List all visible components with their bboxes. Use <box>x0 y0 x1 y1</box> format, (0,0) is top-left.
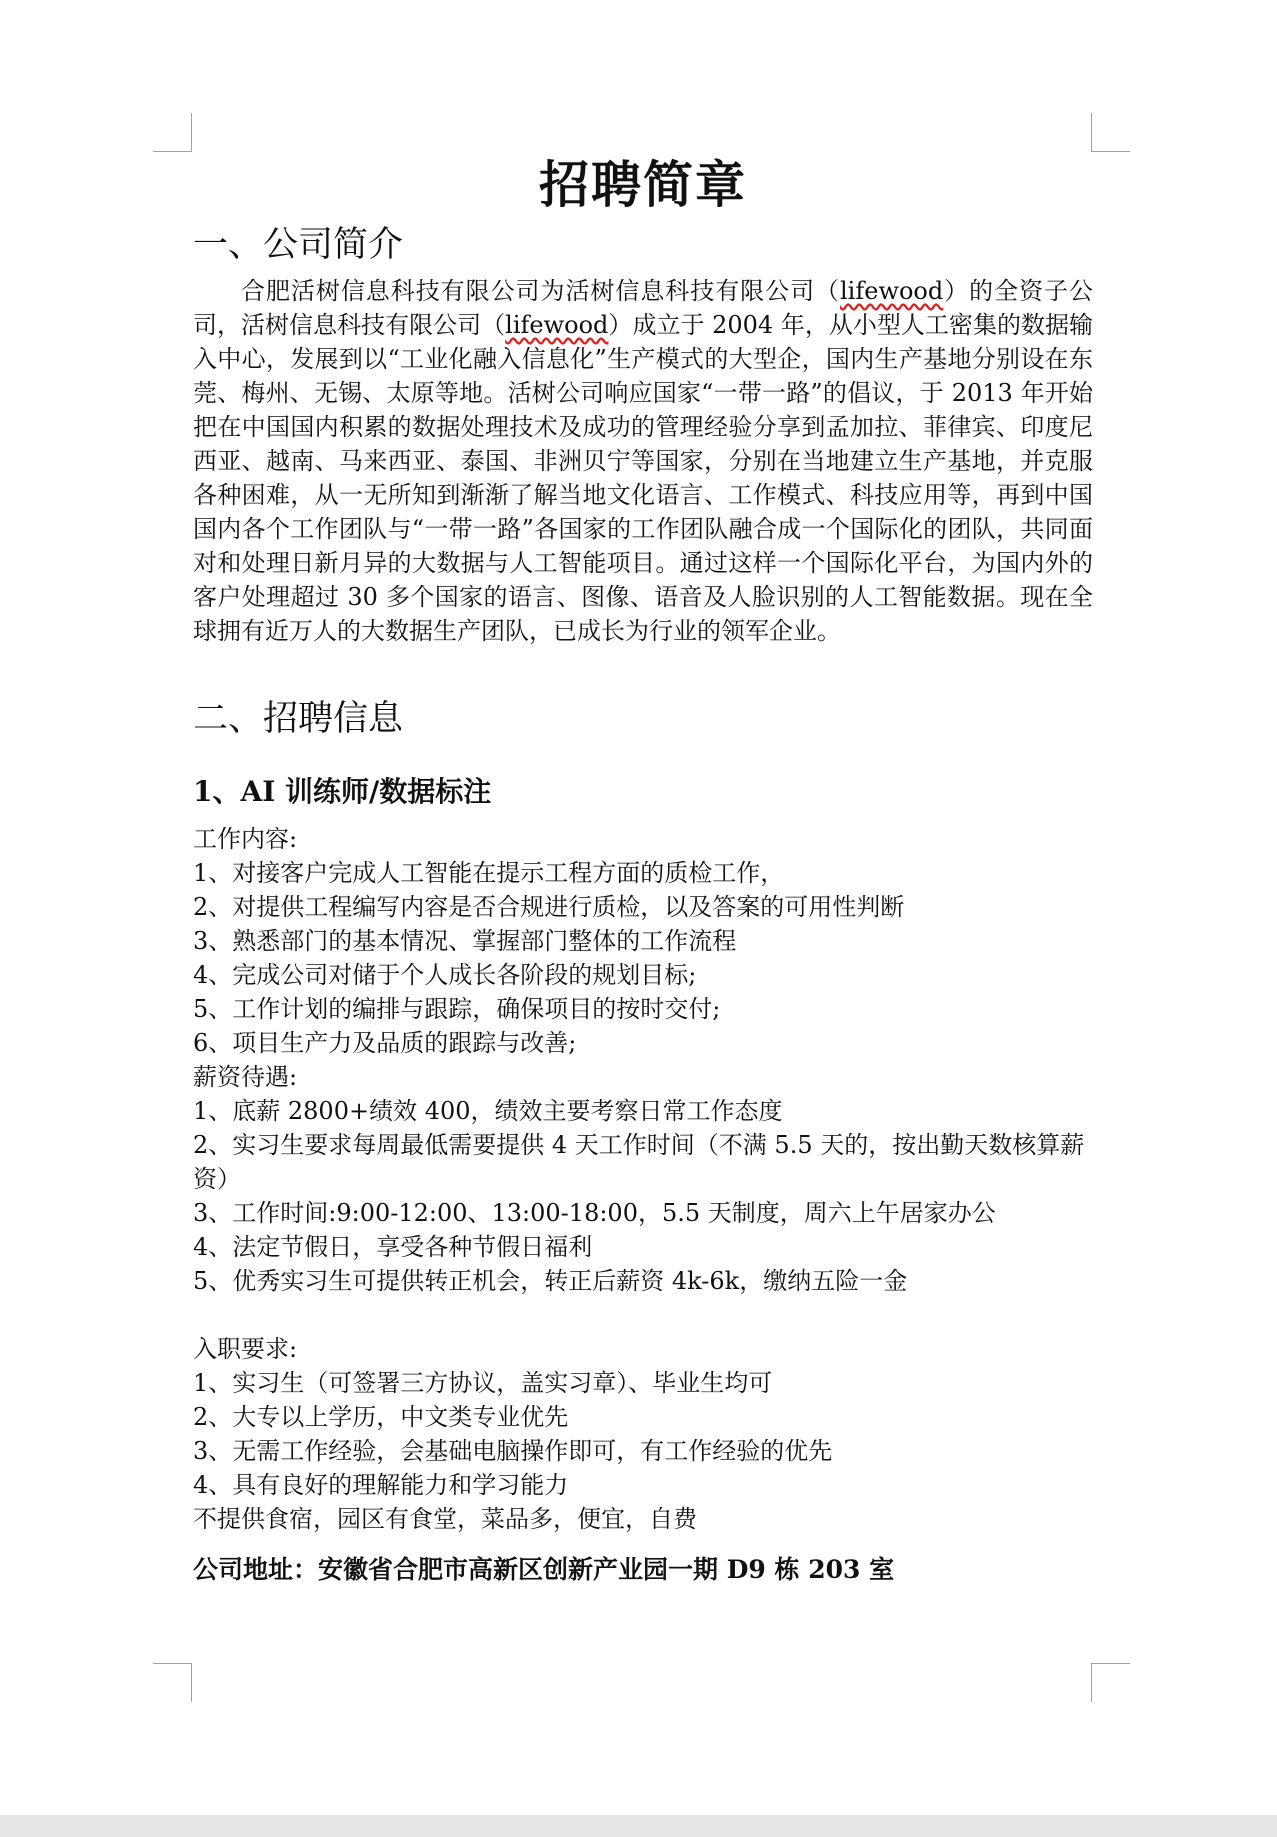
crop-mark-bottom-left <box>153 1663 192 1702</box>
salary-item: 4、法定节假日，享受各种节假日福利 <box>193 1233 593 1261</box>
spellcheck-word: lifewood <box>840 277 944 305</box>
company-address: 公司地址：安徽省合肥市高新区创新产业园一期 D9 栋 203 室 <box>193 1555 895 1584</box>
requirement-item: 4、具有良好的理解能力和学习能力 <box>193 1471 569 1499</box>
salary-item: 3、工作时间:9:00-12:00、13:00-18:00，5.5 天制度，周六上午居家办公 <box>193 1199 996 1227</box>
requirement-item: 3、无需工作经验，会基础电脑操作即可，有工作经验的优先 <box>193 1437 833 1465</box>
document-title: 招聘简章 <box>539 155 747 214</box>
requirements-label: 入职要求: <box>193 1335 298 1363</box>
salary-label: 薪资待遇: <box>193 1063 298 1091</box>
requirement-item: 1、实习生（可签署三方协议，盖实习章）、毕业生均可 <box>193 1369 773 1397</box>
crop-mark-bottom-right <box>1091 1663 1130 1702</box>
crop-mark-top-right <box>1091 113 1130 152</box>
work-content-label: 工作内容: <box>193 825 298 853</box>
requirement-item: 2、大专以上学历，中文类专业优先 <box>193 1403 569 1431</box>
document-body[interactable] <box>193 150 1093 1613</box>
window-bottom-bar <box>0 1815 1277 1837</box>
crop-mark-top-left <box>153 113 192 152</box>
work-item: 3、熟悉部门的基本情况、掌握部门整体的工作流程 <box>193 927 737 955</box>
job-title: 1、AI 训练师/数据标注 <box>193 775 492 808</box>
work-item: 5、工作计划的编排与跟踪，确保项目的按时交付; <box>193 995 721 1023</box>
blank-line <box>193 1298 1093 1332</box>
section-heading-company-intro: 一、公司简介 <box>193 225 404 265</box>
work-item: 2、对提供工程编写内容是否合规进行质检，以及答案的可用性判断 <box>193 893 905 921</box>
salary-item: 5、优秀实习生可提供转正机会，转正后薪资 4k-6k，缴纳五险一金 <box>193 1267 908 1295</box>
work-item: 6、项目生产力及品质的跟踪与改善; <box>193 1029 577 1057</box>
work-item: 1、对接客户完成人工智能在提示工程方面的质检工作， <box>193 859 785 887</box>
work-item: 4、完成公司对储于个人成长各阶段的规划目标; <box>193 961 697 989</box>
salary-item: 1、底薪 2800+绩效 400，绩效主要考察日常工作态度 <box>193 1097 783 1125</box>
section-heading-recruitment: 二、招聘信息 <box>193 699 404 739</box>
company-intro-paragraph: 合肥活树信息科技有限公司为活树信息科技有限公司（lifewood）的全资子公司，活树信息科技有限公司（lifewood）成立于 2004 年，从小型人工密集的数据输入中心，发展到以“工业化融入信息化”生产模式的大型企，国内生产基地分别设在东莞、梅州、无锡、太原等地。活树公司响应国家“一带一路”的倡议，于 2013 年开始把在中国国内积累的数据处理技术及成功的管理经验分享到孟加拉、菲律宾、印度尼西亚、越南、马来西亚、泰国、非洲贝宁等国家，分别在当地建立生产基地，并克服各种困难，从一无所知到渐渐了解当地文化语言、工作模式、科技应用等，再到中国国内各个工作团队与“一带一路”各国家的工作团队融合成一个国际化的团队，共同面对和处理日新月异的大数据与人工智能项目。通过这样一个国际化平台，为国内外的客户处理超过 30 多个国家的语言、图像、语音及人脸识别的人工智能数据。现在全球拥有近万人的大数据生产团队，已成长为行业的领军企业。 <box>193 277 1093 645</box>
spellcheck-word: lifewood <box>505 311 609 339</box>
salary-item: 2、实习生要求每周最低需要提供 4 天工作时间（不满 5.5 天的，按出勤天数核算薪资） <box>193 1131 1085 1193</box>
requirement-item: 不提供食宿，园区有食堂，菜品多，便宜，自费 <box>193 1505 697 1533</box>
